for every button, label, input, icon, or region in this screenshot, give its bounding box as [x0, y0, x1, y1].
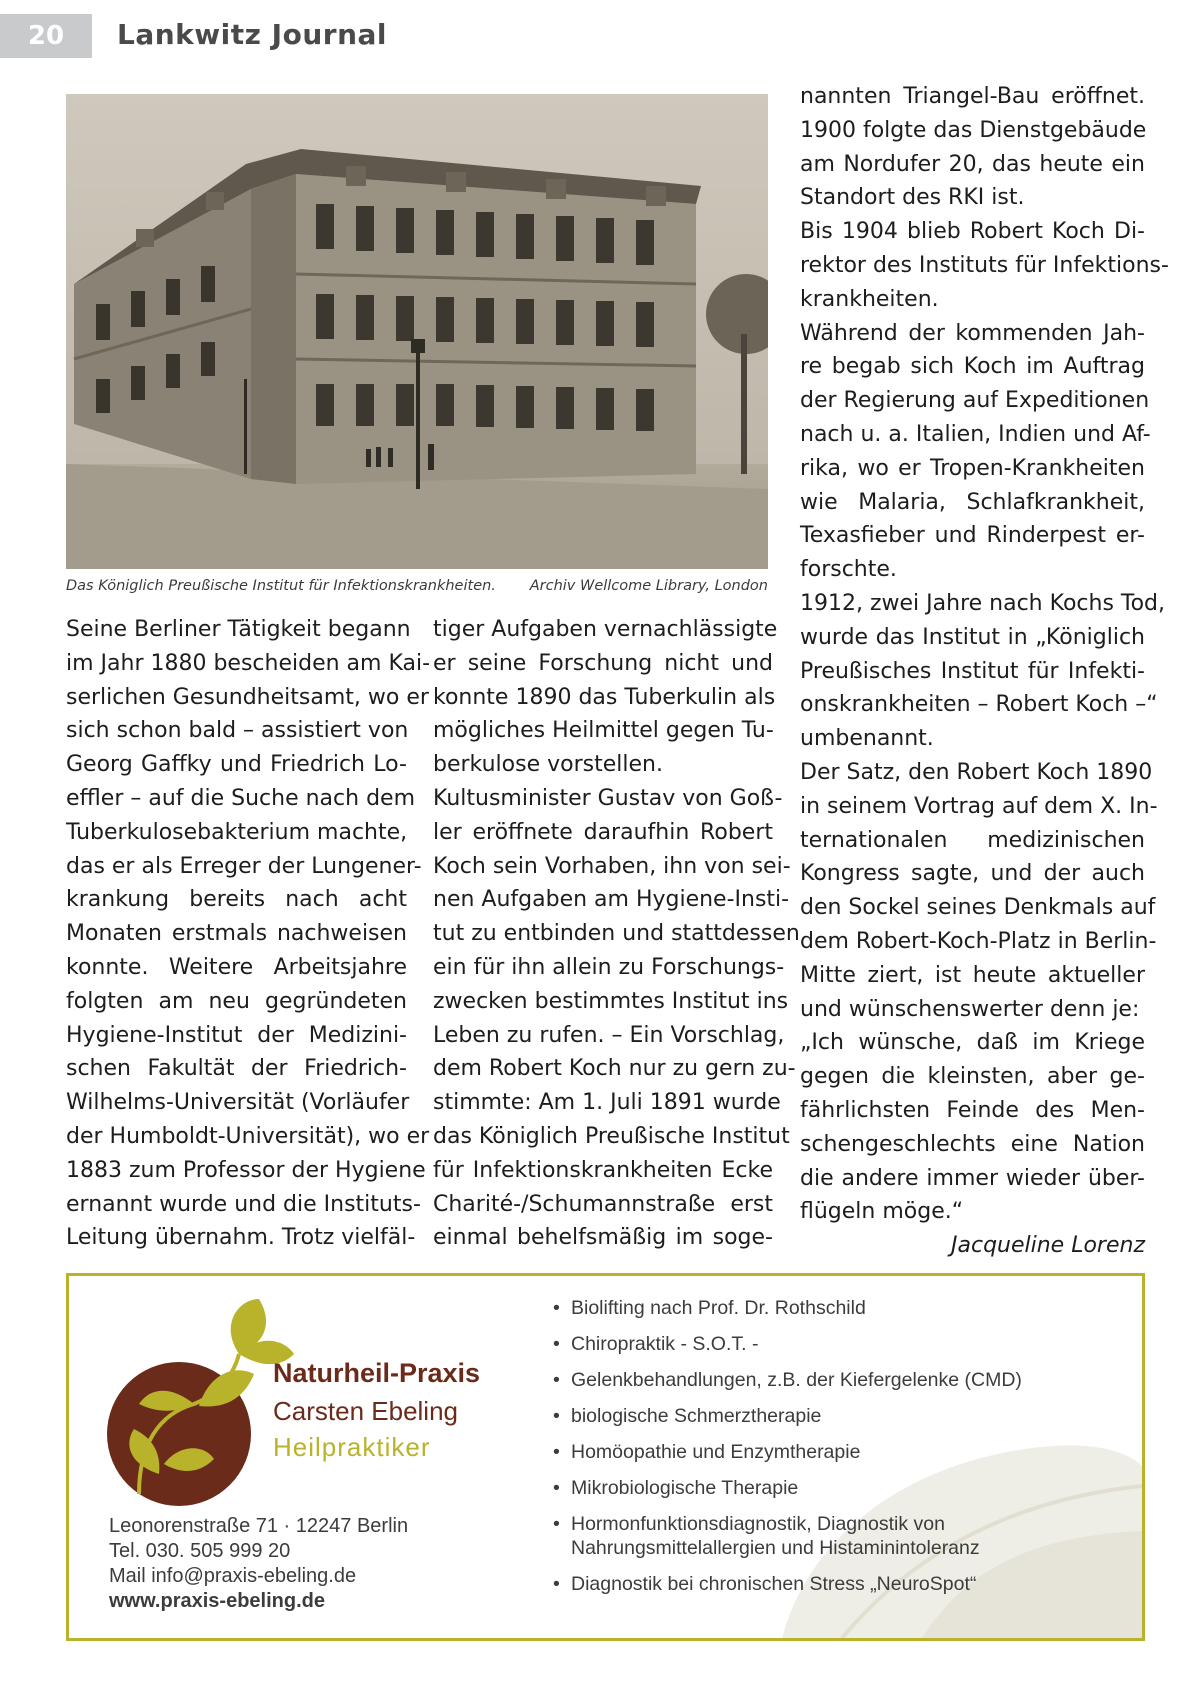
list-item: • Homöopathie und Enzymtherapie [553, 1440, 1133, 1464]
text-line: krankung bereits nach acht [66, 887, 407, 913]
text-line: zwecken bestimmtes Institut ins [433, 988, 789, 1014]
text-line: Leben zu rufen. – Ein Vorschlag, [433, 1022, 785, 1048]
text-line: forschte. [800, 557, 897, 583]
address: Leonorenstraße 71 · 12247 Berlin [109, 1515, 409, 1537]
list-item: • Hormonfunktionsdiagnostik, Diagnostik von Nahrungsmittelallergien und Histaminintoleranz [553, 1512, 1133, 1560]
list-item: • Diagnostik bei chronischen Stress „NeuroSpot“ [553, 1572, 1133, 1596]
phone: Tel. 030. 505 999 20 [109, 1540, 291, 1562]
text-line: re begab sich Koch im Auftrag [800, 354, 1145, 380]
text-line: Charité-/Schumannstraße erst [433, 1191, 773, 1217]
text-line: effler – auf die Suche nach dem [66, 785, 416, 811]
text-line: Mitte ziert, ist heute aktueller [800, 962, 1145, 988]
text-line: krankheiten. [800, 286, 939, 312]
text-line: rika, wo er Tropen-Krankheiten [800, 455, 1145, 481]
text-line: ernannt wurde und die Instituts- [66, 1191, 421, 1217]
text-line: serlichen Gesundheitsamt, wo er [66, 684, 429, 710]
text-line: nen Aufgaben am Hygiene-Insti- [433, 887, 790, 913]
email[interactable]: Mail info@praxis-ebeling.de [109, 1565, 357, 1587]
text-line: ler eröffnete daraufhin Robert [433, 819, 773, 845]
text-line: das er als Erreger der Lungener- [66, 853, 422, 879]
caption-credit: Archiv Wellcome Library, London [529, 578, 768, 594]
text-line: Kongress sagte, und der auch [800, 861, 1145, 887]
text-line: einmal behelfsmäßig im soge- [433, 1225, 773, 1251]
text-line: dem Robert-Koch-Platz in Berlin- [800, 928, 1157, 954]
text-line: wie Malaria, Schlafkrankheit, [800, 489, 1145, 515]
text-line: konnte. Weitere Arbeitsjahre [66, 954, 407, 980]
text-line: mögliches Heilmittel gegen Tu- [433, 718, 774, 744]
text-line: Der Satz, den Robert Koch 1890 [800, 759, 1153, 785]
text-line: onskrankheiten – Robert Koch –“ [800, 692, 1158, 718]
text-line: am Nordufer 20, das heute ein [800, 151, 1145, 177]
text-line: Texasfieber und Rinderpest er- [800, 523, 1145, 549]
text-line: berkulose vorstellen. [433, 752, 663, 778]
text-line: Kultusminister Gustav von Goß- [433, 785, 783, 811]
text-line: Preußisches Institut für Infekti- [800, 658, 1145, 684]
text-line: nach u. a. Italien, Indien und Af- [800, 421, 1151, 447]
practice-title: Heilpraktiker [273, 1432, 431, 1462]
text-line: den Sockel seines Denkmals auf [800, 895, 1156, 921]
text-line: 1883 zum Professor der Hygiene [66, 1157, 426, 1183]
text-line: tut zu entbinden und stattdessen [433, 921, 800, 947]
text-line: „Ich wünsche, daß im Kriege [800, 1030, 1145, 1056]
list-item: • biologische Schmerztherapie [553, 1404, 1133, 1428]
text-line: gegen die kleinsten, aber ge- [800, 1064, 1145, 1090]
article-column-1 [66, 613, 431, 1255]
list-item: • Gelenkbehandlungen, z.B. der Kiefergelenke (CMD) [553, 1368, 1133, 1392]
text-line: umbenannt. [800, 726, 934, 752]
text-line: konnte 1890 das Tuberkulin als [433, 684, 776, 710]
photo-caption [66, 578, 768, 594]
text-line: Koch sein Vorhaben, ihn von sei- [433, 853, 791, 879]
text-line: 1912, zwei Jahre nach Kochs Tod, [800, 590, 1166, 616]
text-line: flügeln möge.“ [800, 1199, 964, 1225]
page-number: 20 [0, 14, 92, 58]
text-line: das Königlich Preußische Institut [433, 1123, 790, 1149]
text-line: nannten Triangel-Bau eröffnet. [800, 84, 1145, 109]
text-line: Tuberkulosebakterium machte, [66, 819, 408, 845]
author-signature: Jacqueline Lorenz [951, 1233, 1145, 1259]
text-line: Leitung übernahm. Trotz vielfäl- [66, 1225, 416, 1251]
text-line: Monaten erstmals nachweisen [66, 921, 407, 947]
text-line: fährlichsten Feinde des Men- [800, 1097, 1145, 1123]
text-line: schengeschlechts eine Nation [800, 1131, 1145, 1157]
page-header [0, 0, 1200, 70]
list-item: • Mikrobiologische Therapie [553, 1476, 1133, 1500]
text-line: Bis 1904 blieb Robert Koch Di- [800, 219, 1145, 245]
text-line: der Regierung auf Expeditionen [800, 388, 1150, 414]
practice-name: Naturheil-Praxis [273, 1358, 481, 1388]
text-line: dem Robert Koch nur zu gern zu- [433, 1056, 796, 1082]
text-line: und wünschenswerter denn je: [800, 996, 1140, 1022]
text-line: wurde das Institut in „Königlich [800, 624, 1145, 650]
journal-title: Lankwitz Journal [117, 18, 388, 51]
advertisement-box [66, 1273, 1145, 1641]
caption-text: Das Königlich Preußische Institut für Infektionskrankheiten. [66, 578, 496, 594]
text-line: Hygiene-Institut der Medizini- [66, 1022, 407, 1048]
text-line: Standort des RKI ist. [800, 185, 1025, 211]
text-line: rektor des Instituts für Infektions- [800, 252, 1169, 278]
text-line: schen Fakultät der Friedrich- [66, 1056, 407, 1082]
contact-block [109, 1514, 408, 1614]
text-line: Während der kommenden Jah- [800, 320, 1145, 346]
text-line: Wilhelms-Universität (Vorläufer [66, 1090, 410, 1116]
text-line: sich schon bald – assistiert von [66, 718, 409, 744]
text-line: ternationalen medizinischen [800, 827, 1145, 853]
text-line: die andere immer wieder über- [800, 1165, 1145, 1191]
text-line: tiger Aufgaben vernachlässigte [433, 617, 778, 642]
text-line: Georg Gaffky und Friedrich Lo- [66, 752, 407, 778]
text-line: ein für ihn allein zu Forschungs- [433, 954, 785, 980]
text-line: in seinem Vortrag auf dem X. In- [800, 793, 1158, 819]
text-line: der Humboldt-Universität), wo er [66, 1123, 430, 1149]
historic-building-photo [66, 94, 768, 569]
article-column-2 [433, 613, 800, 1255]
text-line: stimmte: Am 1. Juli 1891 wurde [433, 1090, 781, 1116]
list-item: • Chiropraktik - S.O.T. - [553, 1332, 1133, 1356]
text-line: im Jahr 1880 bescheiden am Kai- [66, 650, 431, 676]
practice-owner: Carsten Ebeling [273, 1396, 458, 1426]
text-line: Seine Berliner Tätigkeit begann [66, 617, 411, 642]
list-item: • Biolifting nach Prof. Dr. Rothschild [553, 1296, 1133, 1320]
services-list [553, 1296, 1133, 1608]
text-line: er seine Forschung nicht und [433, 650, 773, 676]
text-line: für Infektionskrankheiten Ecke [433, 1157, 773, 1183]
article-column-3 [800, 80, 1169, 1263]
text-line: 1900 folgte das Dienstgebäude [800, 117, 1147, 143]
website-link[interactable]: www.praxis-ebeling.de [109, 1590, 325, 1612]
text-line: folgten am neu gegründeten [66, 988, 407, 1014]
